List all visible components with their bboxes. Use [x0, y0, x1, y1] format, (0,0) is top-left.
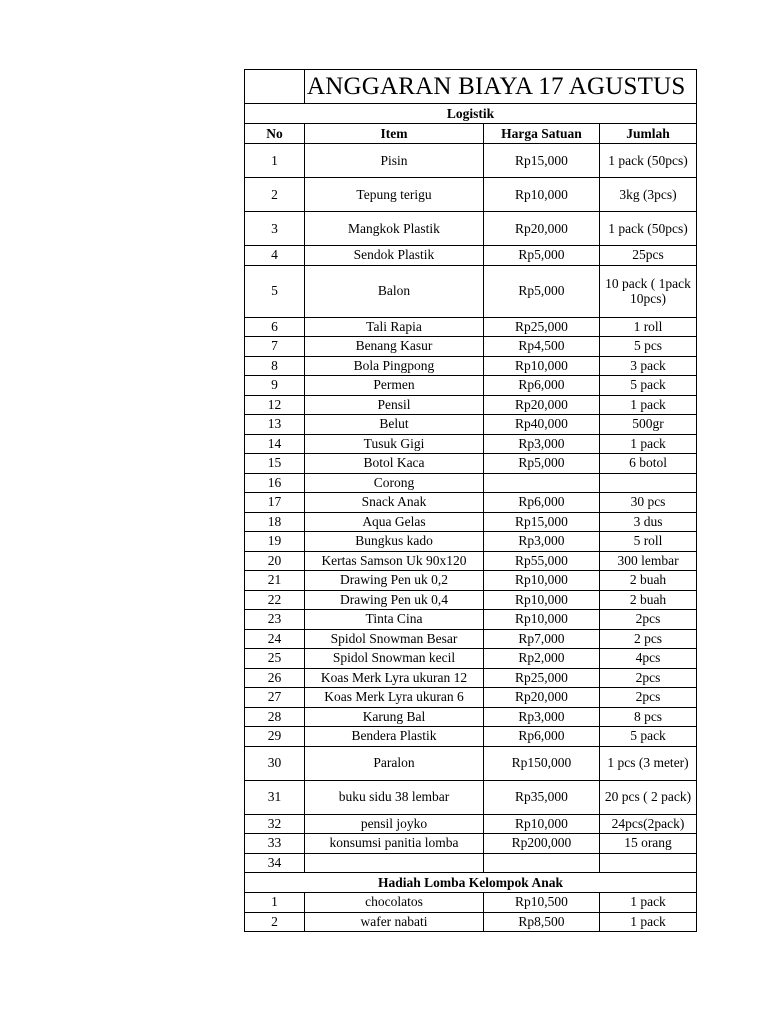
header-harga: Harga Satuan [484, 124, 600, 144]
cell-jumlah [600, 853, 697, 873]
cell-jumlah: 1 pack [600, 395, 697, 415]
cell-no: 1 [245, 893, 305, 913]
cell-harga: Rp5,000 [484, 265, 600, 317]
table-row [245, 212, 697, 246]
cell-jumlah: 3 dus [600, 512, 697, 532]
cell-jumlah: 4pcs [600, 649, 697, 669]
cell-no: 1 [245, 144, 305, 178]
cell-harga: Rp7,000 [484, 629, 600, 649]
cell-no: 4 [245, 246, 305, 266]
table-row [245, 834, 697, 854]
table-row [245, 512, 697, 532]
cell-jumlah: 2 pcs [600, 629, 697, 649]
cell-no: 13 [245, 415, 305, 435]
cell-jumlah: 24pcs(2pack) [600, 814, 697, 834]
section-logistik-row [245, 104, 697, 124]
cell-item: buku sidu 38 lembar [305, 780, 484, 814]
cell-no: 23 [245, 610, 305, 630]
cell-jumlah: 5 pack [600, 727, 697, 747]
cell-no: 5 [245, 265, 305, 317]
cell-item: Bola Pingpong [305, 356, 484, 376]
cell-harga: Rp40,000 [484, 415, 600, 435]
cell-item: Drawing Pen uk 0,2 [305, 571, 484, 591]
cell-item: Karung Bal [305, 707, 484, 727]
table-row [245, 395, 697, 415]
cell-jumlah: 500gr [600, 415, 697, 435]
cell-jumlah: 2pcs [600, 610, 697, 630]
cell-harga: Rp200,000 [484, 834, 600, 854]
table-row [245, 649, 697, 669]
cell-no: 14 [245, 434, 305, 454]
cell-no: 9 [245, 376, 305, 396]
cell-no: 32 [245, 814, 305, 834]
document-title [305, 70, 697, 104]
cell-no: 34 [245, 853, 305, 873]
cell-no: 31 [245, 780, 305, 814]
cell-no: 12 [245, 395, 305, 415]
cell-no: 18 [245, 512, 305, 532]
cell-jumlah: 15 orang [600, 834, 697, 854]
section-hadiah-row [245, 873, 697, 893]
table-row [245, 912, 697, 932]
cell-no: 19 [245, 532, 305, 552]
cell-jumlah: 300 lembar [600, 551, 697, 571]
table-row [245, 454, 697, 474]
cell-item: Pensil [305, 395, 484, 415]
cell-harga: Rp10,000 [484, 814, 600, 834]
cell-harga: Rp2,000 [484, 649, 600, 669]
cell-harga: Rp10,500 [484, 893, 600, 913]
cell-item: Tepung terigu [305, 178, 484, 212]
cell-item: Botol Kaca [305, 454, 484, 474]
table-row [245, 853, 697, 873]
table-row [245, 317, 697, 337]
cell-no: 2 [245, 912, 305, 932]
cell-item: Drawing Pen uk 0,4 [305, 590, 484, 610]
table-row [245, 814, 697, 834]
table-row [245, 610, 697, 630]
cell-no: 2 [245, 178, 305, 212]
cell-item: Tinta Cina [305, 610, 484, 630]
header-row [245, 124, 697, 144]
table-row [245, 246, 697, 266]
cell-jumlah [600, 473, 697, 493]
cell-harga [484, 473, 600, 493]
cell-item: Belut [305, 415, 484, 435]
table-row [245, 473, 697, 493]
table-row [245, 707, 697, 727]
cell-no: 28 [245, 707, 305, 727]
table-row [245, 893, 697, 913]
cell-item: konsumsi panitia lomba [305, 834, 484, 854]
cell-harga: Rp10,000 [484, 610, 600, 630]
cell-harga: Rp25,000 [484, 317, 600, 337]
cell-jumlah: 1 pack [600, 912, 697, 932]
cell-jumlah: 2 buah [600, 571, 697, 591]
cell-item: Paralon [305, 746, 484, 780]
table-row [245, 780, 697, 814]
cell-jumlah: 3 pack [600, 356, 697, 376]
cell-jumlah: 30 pcs [600, 493, 697, 513]
cell-jumlah: 2 buah [600, 590, 697, 610]
cell-item: Kertas Samson Uk 90x120 [305, 551, 484, 571]
budget-table [244, 69, 697, 932]
table-row [245, 746, 697, 780]
table-row [245, 178, 697, 212]
cell-item: Tali Rapia [305, 317, 484, 337]
cell-no: 6 [245, 317, 305, 337]
cell-harga: Rp25,000 [484, 668, 600, 688]
cell-item: Aqua Gelas [305, 512, 484, 532]
cell-item: Corong [305, 473, 484, 493]
cell-jumlah: 2pcs [600, 688, 697, 708]
cell-no: 29 [245, 727, 305, 747]
cell-jumlah: 1 pack [600, 893, 697, 913]
table-row [245, 376, 697, 396]
cell-no: 15 [245, 454, 305, 474]
table-row [245, 629, 697, 649]
cell-item: Koas Merk Lyra ukuran 12 [305, 668, 484, 688]
table-row [245, 144, 697, 178]
cell-item: Pisin [305, 144, 484, 178]
cell-no: 27 [245, 688, 305, 708]
cell-jumlah: 2pcs [600, 668, 697, 688]
cell-harga: Rp4,500 [484, 337, 600, 357]
cell-harga [484, 853, 600, 873]
table-row [245, 415, 697, 435]
cell-no: 3 [245, 212, 305, 246]
cell-harga: Rp5,000 [484, 246, 600, 266]
cell-harga: Rp10,000 [484, 571, 600, 591]
cell-harga: Rp35,000 [484, 780, 600, 814]
table-row [245, 551, 697, 571]
title-row [245, 70, 697, 104]
cell-jumlah: 1 pack (50pcs) [600, 212, 697, 246]
header-jumlah: Jumlah [600, 124, 697, 144]
cell-jumlah: 5 roll [600, 532, 697, 552]
cell-harga: Rp20,000 [484, 688, 600, 708]
cell-harga: Rp20,000 [484, 395, 600, 415]
document-title-text: ANGGARAN BIAYA 17 AGUSTUS [307, 72, 686, 100]
table-row [245, 337, 697, 357]
cell-harga: Rp15,000 [484, 512, 600, 532]
cell-jumlah: 1 pcs (3 meter) [600, 746, 697, 780]
cell-harga: Rp8,500 [484, 912, 600, 932]
cell-jumlah: 10 pack ( 1pack 10pcs) [600, 265, 697, 317]
table-row [245, 571, 697, 591]
table-row [245, 668, 697, 688]
cell-jumlah: 25pcs [600, 246, 697, 266]
cell-harga: Rp6,000 [484, 493, 600, 513]
cell-no: 33 [245, 834, 305, 854]
cell-jumlah: 20 pcs ( 2 pack) [600, 780, 697, 814]
cell-jumlah: 3kg (3pcs) [600, 178, 697, 212]
cell-harga: Rp15,000 [484, 144, 600, 178]
table-row [245, 265, 697, 317]
cell-jumlah: 1 roll [600, 317, 697, 337]
cell-item: Snack Anak [305, 493, 484, 513]
cell-item: Permen [305, 376, 484, 396]
cell-no: 16 [245, 473, 305, 493]
cell-item: chocolatos [305, 893, 484, 913]
cell-jumlah: 5 pcs [600, 337, 697, 357]
table-row [245, 434, 697, 454]
cell-no: 17 [245, 493, 305, 513]
section-logistik: Logistik [245, 104, 697, 124]
header-item: Item [305, 124, 484, 144]
cell-harga: Rp20,000 [484, 212, 600, 246]
cell-item: Spidol Snowman kecil [305, 649, 484, 669]
cell-no: 30 [245, 746, 305, 780]
cell-item: Spidol Snowman Besar [305, 629, 484, 649]
cell-jumlah: 1 pack [600, 434, 697, 454]
table-row [245, 356, 697, 376]
cell-harga: Rp3,000 [484, 434, 600, 454]
cell-no: 25 [245, 649, 305, 669]
cell-item: wafer nabati [305, 912, 484, 932]
cell-harga: Rp6,000 [484, 376, 600, 396]
cell-harga: Rp10,000 [484, 590, 600, 610]
cell-item: Bungkus kado [305, 532, 484, 552]
table-row [245, 590, 697, 610]
table-row [245, 688, 697, 708]
cell-harga: Rp3,000 [484, 532, 600, 552]
header-no: No [245, 124, 305, 144]
cell-item: Tusuk Gigi [305, 434, 484, 454]
cell-item: Koas Merk Lyra ukuran 6 [305, 688, 484, 708]
cell-no: 22 [245, 590, 305, 610]
cell-jumlah: 1 pack (50pcs) [600, 144, 697, 178]
cell-no: 26 [245, 668, 305, 688]
section-hadiah: Hadiah Lomba Kelompok Anak [245, 873, 697, 893]
table-row [245, 727, 697, 747]
cell-item [305, 853, 484, 873]
cell-item: Balon [305, 265, 484, 317]
cell-no: 20 [245, 551, 305, 571]
cell-jumlah: 8 pcs [600, 707, 697, 727]
cell-no: 7 [245, 337, 305, 357]
cell-item: Mangkok Plastik [305, 212, 484, 246]
cell-item: Benang Kasur [305, 337, 484, 357]
cell-harga: Rp55,000 [484, 551, 600, 571]
table-row [245, 493, 697, 513]
cell-harga: Rp6,000 [484, 727, 600, 747]
cell-item: Sendok Plastik [305, 246, 484, 266]
cell-harga: Rp3,000 [484, 707, 600, 727]
cell-harga: Rp10,000 [484, 178, 600, 212]
title-empty-cell [245, 70, 305, 104]
cell-no: 8 [245, 356, 305, 376]
cell-item: Bendera Plastik [305, 727, 484, 747]
cell-harga: Rp10,000 [484, 356, 600, 376]
cell-item: pensil joyko [305, 814, 484, 834]
cell-jumlah: 5 pack [600, 376, 697, 396]
cell-harga: Rp150,000 [484, 746, 600, 780]
cell-no: 21 [245, 571, 305, 591]
cell-jumlah: 6 botol [600, 454, 697, 474]
cell-harga: Rp5,000 [484, 454, 600, 474]
table-row [245, 532, 697, 552]
cell-no: 24 [245, 629, 305, 649]
